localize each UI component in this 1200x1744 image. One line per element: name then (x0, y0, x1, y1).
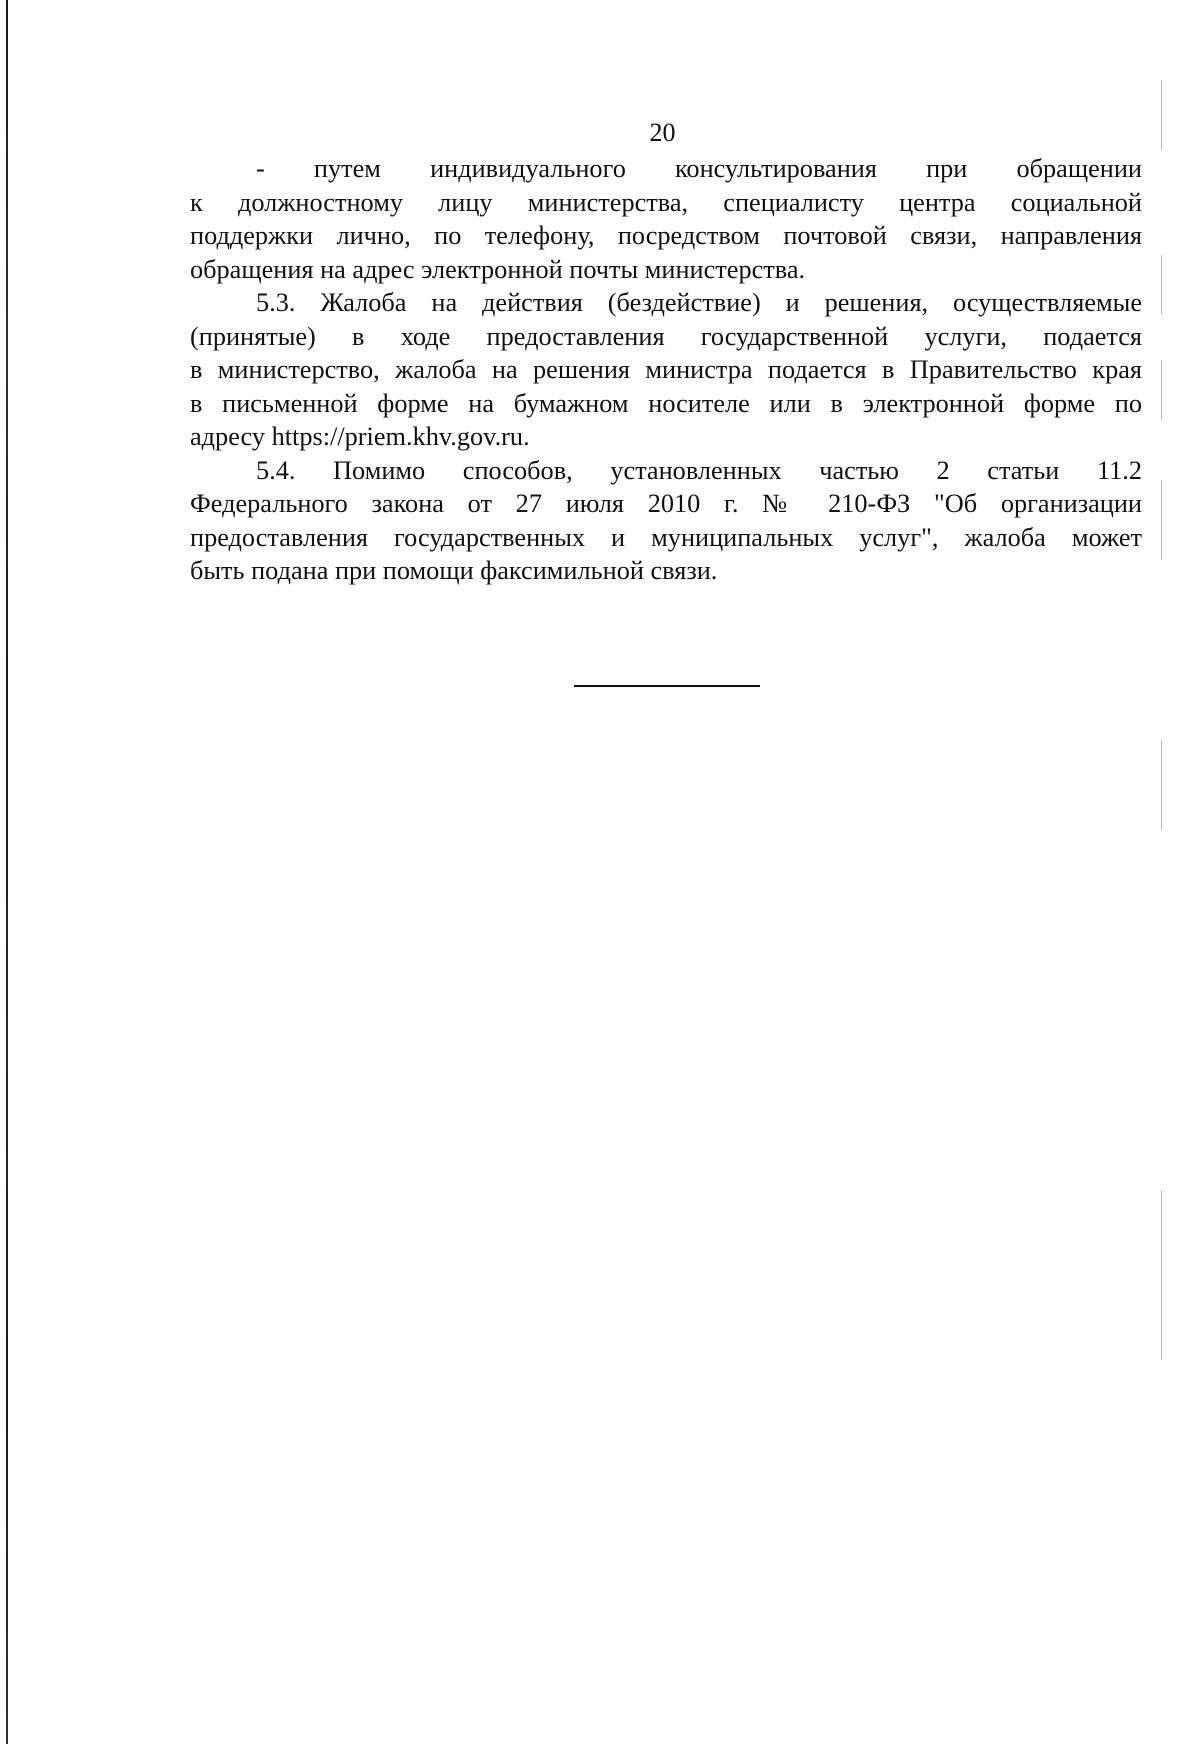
text-line: 5.3. Жалоба на действия (бездействие) и решения, осуществляемые (256, 288, 1142, 317)
text-line: к должностному лицу министерства, специалисту центра социальной (190, 187, 1142, 217)
text-line: обращения на адрес электронной почты министерства. (190, 254, 806, 284)
paragraph-5-3 (190, 286, 1142, 454)
text-line: в письменной форме на бумажном носителе или в электронной форме по (190, 388, 1142, 418)
text-line: в министерство, жалоба на решения министра подается в Правительство края (190, 355, 1142, 384)
scan-right-edge (1161, 360, 1162, 420)
text-line: (принятые) в ходе предоставления государственной услуги, подается (190, 321, 1142, 351)
paragraph-5-4 (190, 454, 1142, 588)
scan-right-edge (1161, 740, 1162, 830)
text-line: быть подана при помощи факсимильной связи. (190, 556, 718, 585)
scan-right-edge (1161, 480, 1162, 560)
page-number: 20 (649, 118, 676, 147)
scan-right-edge (1161, 1190, 1162, 1360)
text-line: 5.4. Помимо способов, установленных частью 2 статьи 11.2 (256, 455, 1142, 485)
text-line: Федерального закона от 27 июля 2010 г. № 210-ФЗ "Об организации (190, 489, 1142, 518)
text-line: адресу https://priem.khv.gov.ru. (190, 422, 530, 451)
text-line: предоставления государственных и муниципальных услуг", жалоба может (190, 522, 1142, 552)
scan-left-edge (6, 0, 8, 1744)
text-line: - путем индивидуального консультирования при обращении (256, 154, 1142, 183)
end-of-document-rule (574, 685, 760, 687)
text-line: поддержки лично, по телефону, посредством почтовой связи, направления (190, 221, 1142, 250)
document-body (190, 152, 1142, 588)
paragraph-consultation (190, 152, 1142, 286)
scan-right-edge (1161, 255, 1162, 315)
